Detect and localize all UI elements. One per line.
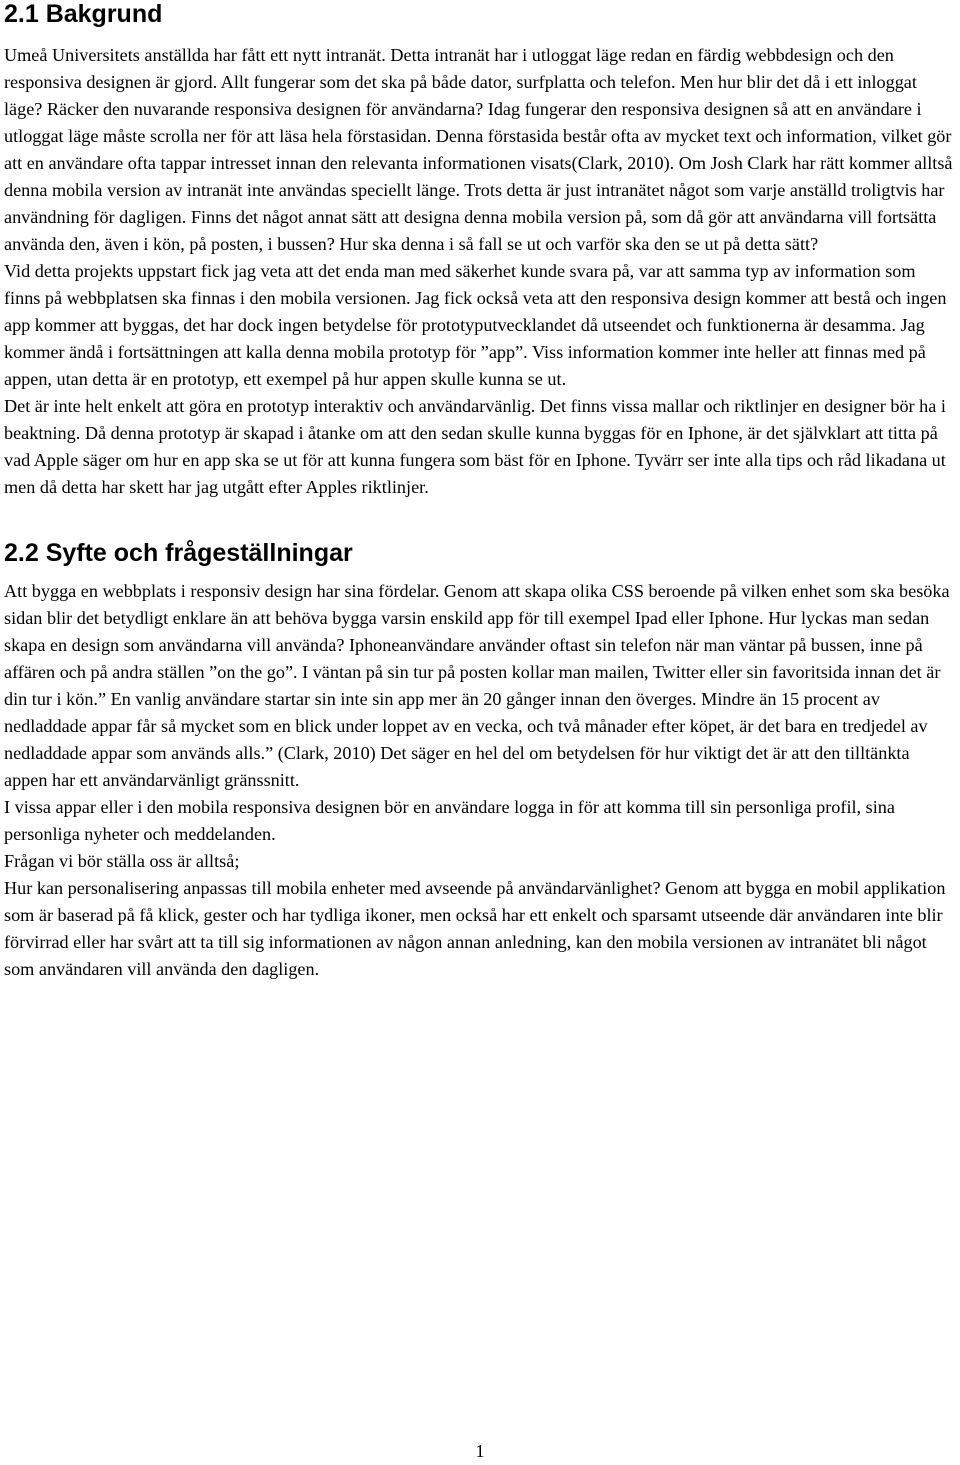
paragraph: I vissa appar eller i den mobila responsiva designen bör en användare logga in för att komma till sin personliga profil, sina personliga nyheter och meddelanden. xyxy=(4,797,895,844)
paragraph: Frågan vi bör ställa oss är alltså; xyxy=(4,851,240,871)
paragraph: Det är inte helt enkelt att göra en prototyp interaktiv och användarvänlig. Det finns vissa mallar och riktlinjer en designer bör ha i beaktning. Då denna prototyp är skapad i åtanke om att den sedan skulle kunna byggas för en Iphone, är det självklart att titta på vad Apple säger om hur en app ska se ut för att kunna fungera som bäst för en Iphone. Tyvärr ser inte alla tips och råd likadana ut men då detta har skett har jag utgått efter Apples riktlinjer. xyxy=(4,396,946,497)
paragraph: Vid detta projekts uppstart fick jag veta att det enda man med säkerhet kunde svara på, var att samma typ av information som finns på webbplatsen ska finnas i den mobila versionen. Jag fick också veta att den responsiva design kommer att bestå och ingen app kommer att byggas, det har dock ingen betydelse för prototyputvecklandet då utseendet och funktionerna är desamma. Jag kommer ändå i fortsättningen att kalla denna mobila prototyp för ”app”. Viss information kommer inte heller att finnas med på appen, utan detta är en prototyp, ett exempel på hur appen skulle kunna se ut. xyxy=(4,261,947,389)
page-number: 1 xyxy=(475,1441,485,1461)
section-body-bakgrund xyxy=(4,42,956,501)
paragraph: Att bygga en webbplats i responsiv design har sina fördelar. Genom att skapa olika CSS beroende på vilken enhet som ska besöka sidan blir det betydligt enklare än att behöva bygga varsin enskild app för till exempel Ipad eller Iphone. Hur lyckas man sedan skapa en design som användarna vill använda? Iphoneanvändare använder oftast sin telefon när man väntar på bussen, inne på affären och på andra ställen ”on the go”. I väntan på sin tur på posten kollar man mailen, Twitter eller sin favoritsida innan det är din tur i kön.” En vanlig användare startar sin inte sin app mer än 20 gånger innan den överges. Mindre än 15 procent av nedladdade appar får så mycket som en blick under loppet av en vecka, och två månader efter köpet, är det bara en tredjedel av nedladdade appar som används alls.” (Clark, 2010) Det säger en hel del om betydelsen för hur viktigt det är att den tilltänkta appen har ett användarvänligt gränssnitt. xyxy=(4,581,950,790)
paragraph: Hur kan personalisering anpassas till mobila enheter med avseende på användarvänlighet? Genom att bygga en mobil applikation som är baserad på få klick, gester och har tydliga ikoner, men också har ett enkelt och sparsamt utseende där användaren inte blir förvirrad eller har svårt att ta till sig informationen av någon annan anledning, kan den mobila versionen av intranätet bli något som användaren vill använda den dagligen. xyxy=(4,878,946,979)
paragraph: Umeå Universitets anställda har fått ett nytt intranät. Detta intranät har i utloggat läge redan en färdig webbdesign och den responsiva designen är gjord. Allt fungerar som det ska på både dator, surfplatta och telefon. Men hur blir det då i ett inloggat läge? Räcker den nuvarande responsiva designen för användarna? Idag fungerar den responsiva designen så att en användare i utloggat läge måste scrolla ner för att läsa hela förstasidan. Denna förstasida består ofta av mycket text och information, vilket gör att en användare ofta tappar intresset innan den relevanta informationen visats(Clark, 2010). Om Josh Clark har rätt kommer alltså denna mobila version av intranät inte användas speciellt länge. Trots detta är just intranätet något som varje anställd troligtvis har användning för dagligen. Finns det något annat sätt att designa denna mobila version på, som då gör att användarna vill fortsätta använda den, även i kön, på posten, i bussen? Hur ska denna i så fall se ut och varför ska den se ut på detta sätt? xyxy=(4,45,953,254)
section-heading-syfte: 2.2 Syfte och frågeställningar xyxy=(4,539,353,567)
document-page xyxy=(4,0,956,983)
section-body-syfte xyxy=(4,578,956,983)
section-heading-bakgrund: 2.1 Bakgrund xyxy=(4,0,163,28)
